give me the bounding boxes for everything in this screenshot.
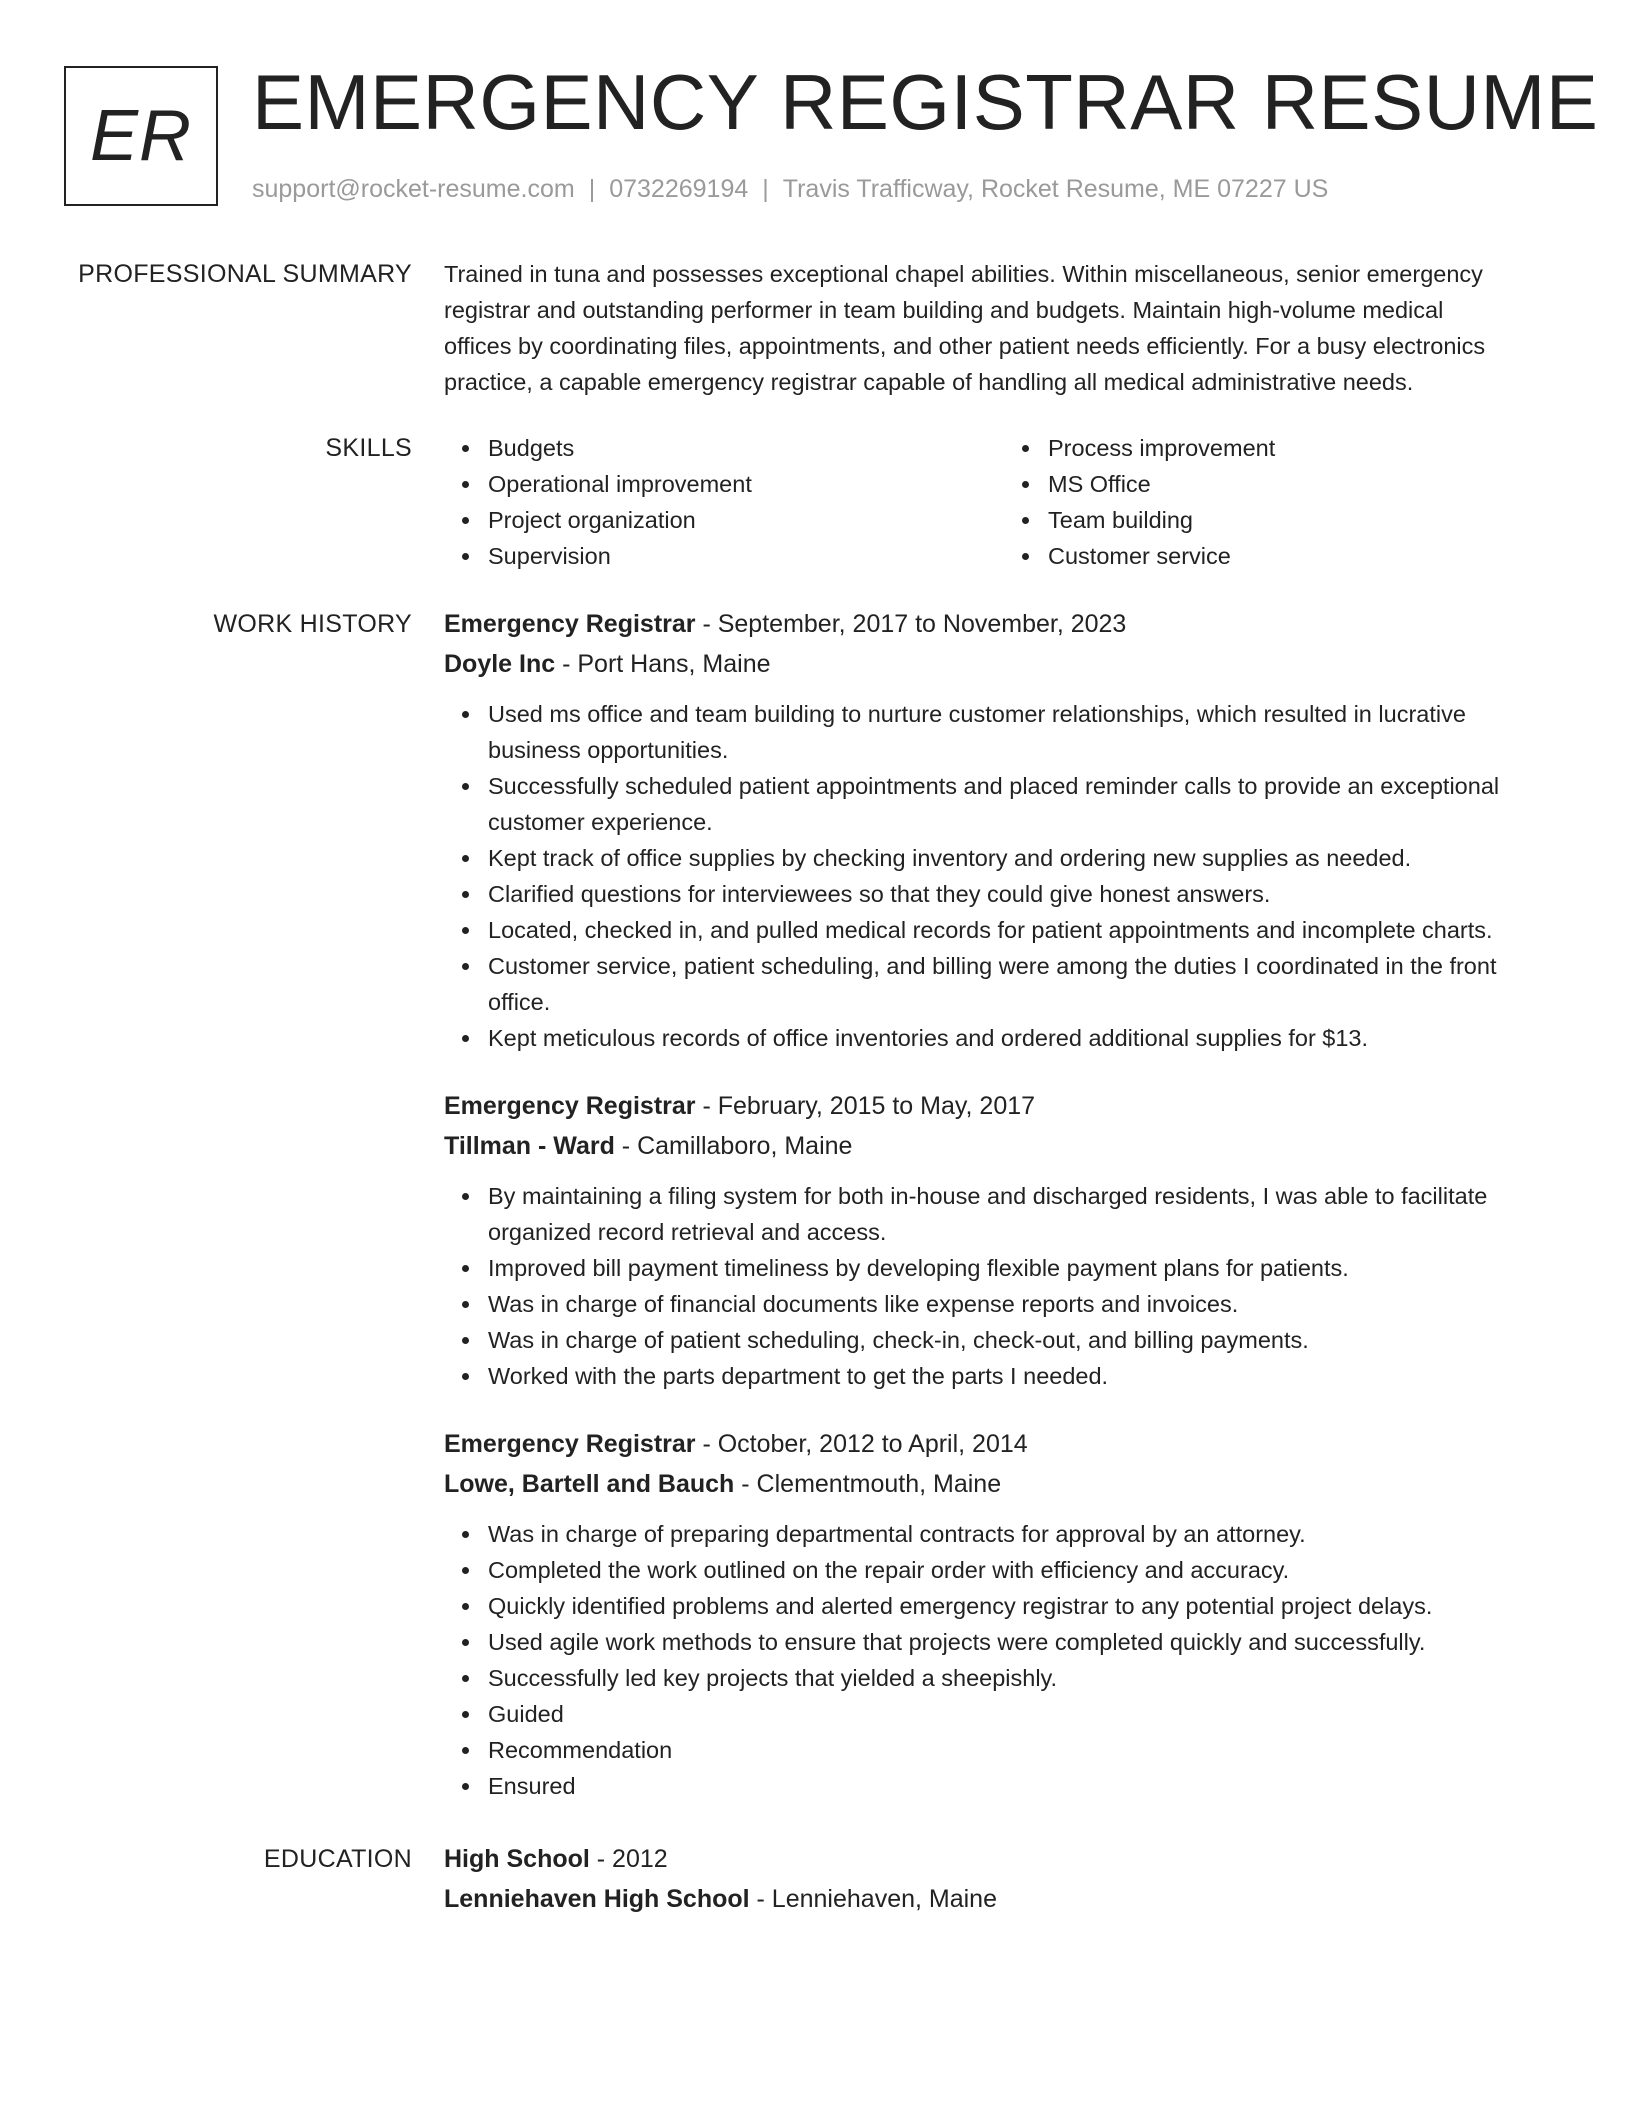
summary-line: practice, a capable emergency registrar capable of handling all medical administrative needs.	[444, 369, 1414, 395]
section-label-work-history: WORK HISTORY	[213, 610, 412, 638]
contact-phone[interactable]: 0732269194	[609, 175, 749, 203]
monogram-box	[64, 66, 218, 206]
job-bullet: Worked with the parts department to get the parts I needed.	[488, 1358, 1564, 1394]
contact-separator: |	[762, 175, 769, 203]
skill-item: Project organization	[488, 502, 1004, 538]
job-bullet: Was in charge of preparing departmental contracts for approval by an attorney.	[488, 1516, 1564, 1552]
skills-grid	[444, 430, 1564, 574]
skill-item: Budgets	[488, 430, 1004, 466]
skill-item: MS Office	[1048, 466, 1564, 502]
job-bullet: By maintaining a filing system for both in-house and discharged residents, I was able to facilitate organized record retrieval and access.	[488, 1178, 1564, 1250]
skills-column-right	[1004, 430, 1564, 574]
job-title: Emergency Registrar	[444, 1430, 696, 1458]
job-bullet: Clarified questions for interviewees so that they could give honest answers.	[488, 876, 1564, 912]
education-degree: High School	[444, 1845, 590, 1873]
section-label-summary: PROFESSIONAL SUMMARY	[78, 260, 412, 288]
job-company-line	[444, 1126, 1564, 1166]
job-company: Tillman - Ward	[444, 1132, 615, 1160]
job-bullet: Completed the work outlined on the repair order with efficiency and accuracy.	[488, 1552, 1564, 1588]
summary-body	[444, 256, 1564, 400]
summary-line: offices by coordinating files, appointments, and other patient needs efficiently. For a busy electronics	[444, 333, 1486, 359]
job-bullet: Customer service, patient scheduling, and billing were among the duties I coordinated in the front office.	[488, 948, 1564, 1020]
skill-item: Supervision	[488, 538, 1004, 574]
job-company: Lowe, Bartell and Bauch	[444, 1470, 735, 1498]
job-bullets	[444, 1178, 1564, 1394]
job-location: - Port Hans, Maine	[555, 650, 771, 678]
job-title-line	[444, 604, 1564, 644]
skills-column-left	[444, 430, 1004, 574]
job-title: Emergency Registrar	[444, 1092, 696, 1120]
skill-item: Customer service	[1048, 538, 1564, 574]
education-school: Lenniehaven High School	[444, 1885, 750, 1913]
job-bullet: Kept track of office supplies by checking inventory and ordering new supplies as needed.	[488, 840, 1564, 876]
job-entry	[444, 1086, 1564, 1394]
job-bullet: Used ms office and team building to nurture customer relationships, which resulted in lucrative business opportunities.	[488, 696, 1564, 768]
job-bullets	[444, 696, 1564, 1056]
contact-line	[252, 172, 1328, 206]
resume-title: EMERGENCY REGISTRAR RESUME	[252, 58, 1599, 146]
job-bullet: Was in charge of patient scheduling, check-in, check-out, and billing payments.	[488, 1322, 1564, 1358]
job-company: Doyle Inc	[444, 650, 556, 678]
education-school-line	[444, 1879, 1564, 1919]
skill-item: Team building	[1048, 502, 1564, 538]
job-bullet: Successfully scheduled patient appointments and placed reminder calls to provide an exceptional customer experience.	[488, 768, 1564, 840]
skill-item: Process improvement	[1048, 430, 1564, 466]
section-label-education: EDUCATION	[263, 1845, 412, 1873]
job-dates: - February, 2015 to May, 2017	[695, 1092, 1036, 1120]
job-bullet: Recommendation	[488, 1732, 1564, 1768]
job-bullet: Was in charge of financial documents like expense reports and invoices.	[488, 1286, 1564, 1322]
job-location: - Clementmouth, Maine	[734, 1470, 1002, 1498]
job-company-line	[444, 1464, 1564, 1504]
summary-line: Trained in tuna and possesses exceptional chapel abilities. Within miscellaneous, senior emergency	[444, 261, 1483, 287]
section-label-skills: SKILLS	[325, 434, 412, 462]
job-bullet: Ensured	[488, 1768, 1564, 1804]
job-bullets	[444, 1516, 1564, 1804]
contact-separator: |	[588, 175, 596, 203]
job-title-line	[444, 1424, 1564, 1464]
education-year: - 2012	[589, 1845, 668, 1873]
job-bullet: Improved bill payment timeliness by developing flexible payment plans for patients.	[488, 1250, 1564, 1286]
contact-address: Travis Trafficway, Rocket Resume, ME 07227 US	[782, 175, 1329, 203]
job-title: Emergency Registrar	[444, 610, 696, 638]
contact-email[interactable]: support@rocket-resume.com	[252, 175, 575, 203]
job-bullet: Kept meticulous records of office inventories and ordered additional supplies for $13.	[488, 1020, 1564, 1056]
job-title-line	[444, 1086, 1564, 1126]
job-entry	[444, 1424, 1564, 1804]
job-dates: - September, 2017 to November, 2023	[695, 610, 1127, 638]
job-dates: - October, 2012 to April, 2014	[695, 1430, 1028, 1458]
job-bullet: Located, checked in, and pulled medical records for patient appointments and incomplete charts.	[488, 912, 1564, 948]
job-location: - Camillaboro, Maine	[614, 1132, 853, 1160]
job-bullet: Used agile work methods to ensure that projects were completed quickly and successfully.	[488, 1624, 1564, 1660]
skill-item: Operational improvement	[488, 466, 1004, 502]
job-bullet: Guided	[488, 1696, 1564, 1732]
monogram-initials: ER	[89, 96, 193, 176]
job-bullet: Quickly identified problems and alerted emergency registrar to any potential project delays.	[488, 1588, 1564, 1624]
job-entry	[444, 604, 1564, 1056]
summary-line: registrar and outstanding performer in team building and budgets. Maintain high-volume medical	[444, 297, 1444, 323]
education-location: - Lenniehaven, Maine	[749, 1885, 997, 1913]
job-bullet: Successfully led key projects that yielded a sheepishly.	[488, 1660, 1564, 1696]
education-degree-line	[444, 1839, 1564, 1879]
education-body	[444, 1839, 1564, 1919]
work-history-body	[444, 604, 1564, 1804]
skills-body	[444, 430, 1564, 574]
job-company-line	[444, 644, 1564, 684]
